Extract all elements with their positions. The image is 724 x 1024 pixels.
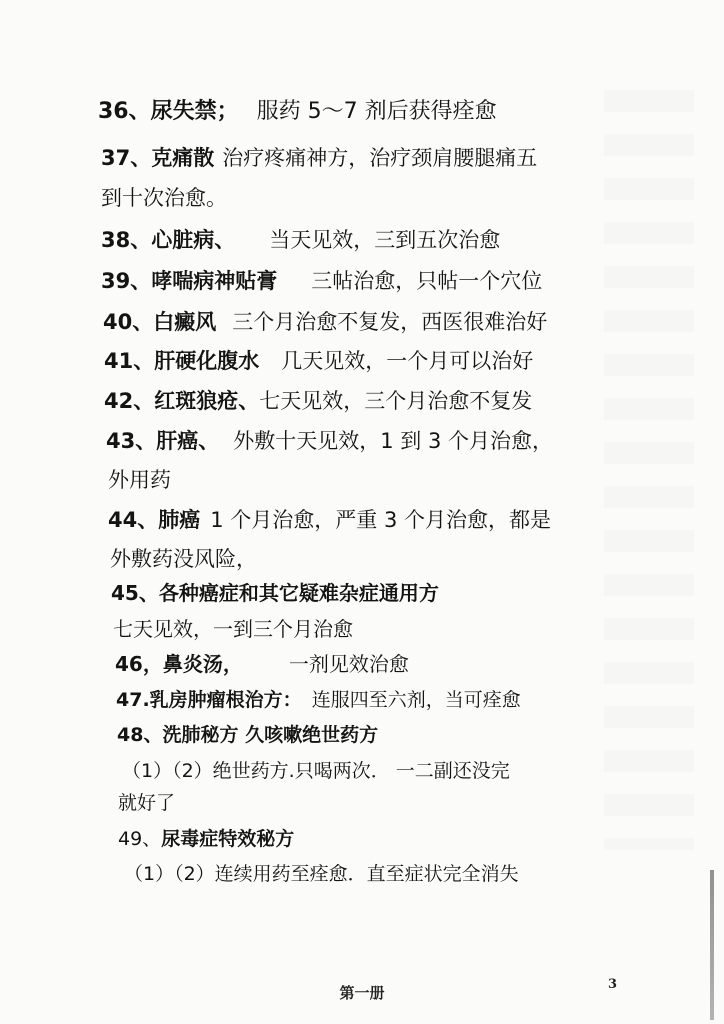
entry-title: 白癜风 (153, 310, 217, 334)
entry-37 (101, 145, 537, 171)
entry-text: 七天见效，一到三个月治愈 (113, 617, 353, 641)
entry-title: 洗肺秘方 久咳嗽绝世药方 (162, 724, 379, 746)
entry-49 (118, 826, 294, 852)
entry-43 (106, 428, 553, 454)
entry-number: 45、 (111, 581, 159, 605)
entry-title: 肝癌、 (156, 429, 220, 453)
entry-title: 乳房肿瘤根治方： (149, 689, 302, 711)
entry-48-remedy (122, 758, 510, 784)
entry-title: 红斑狼疮、 (154, 389, 260, 413)
entry-37-continuation (101, 185, 227, 211)
entry-text: 外用药 (108, 468, 171, 492)
entry-number: 36、 (98, 99, 151, 124)
entry-text: 当天见效，三到五次治愈 (269, 228, 501, 252)
entry-45-continuation (113, 616, 353, 642)
entry-40 (103, 309, 547, 335)
entry-number: 44、 (108, 508, 159, 532)
entry-45 (111, 580, 439, 606)
entry-title: 克痛散 (151, 146, 215, 170)
entry-number: 38、 (101, 228, 152, 252)
entry-text: 外敷药没风险， (110, 547, 257, 571)
entry-text: 治疗疼痛神方，治疗颈肩腰腿痛五 (222, 146, 538, 170)
entry-43-continuation (108, 467, 171, 493)
entry-number: 46， (115, 652, 163, 676)
entry-number: 39、 (101, 269, 152, 293)
entry-text: 到十次治愈。 (101, 186, 227, 210)
bleed-through-shadow (604, 90, 694, 850)
entry-text: （1）（2）绝世药方.只喝两次． 一二副还没完 (122, 760, 510, 782)
page-number: 3 (608, 977, 618, 992)
entry-48-continuation (118, 790, 175, 816)
entry-text: 一剂见效治愈 (288, 652, 409, 676)
entry-number: 48、 (117, 724, 163, 746)
entry-text: 三帖治愈，只帖一个穴位 (311, 269, 543, 293)
entry-number: 41、 (104, 349, 155, 373)
entry-38 (101, 227, 500, 253)
entry-number: 43、 (106, 429, 157, 453)
entry-text: 连服四至六剂，当可痊愈 (311, 689, 521, 711)
entry-number: 42、 (104, 389, 155, 413)
volume-label: 第一册 (339, 984, 385, 1002)
entry-text: 服药 5～7 剂后获得痊愈 (256, 99, 497, 124)
entry-title: 哮喘病神贴膏 (151, 269, 278, 293)
entry-36 (98, 99, 497, 125)
entry-title: 肝硬化腹水 (154, 349, 260, 373)
entry-number: 47. (116, 689, 150, 711)
entry-title: 尿失禁； (150, 99, 239, 124)
entry-text: 就好了 (118, 792, 176, 814)
entry-41 (104, 348, 533, 374)
entry-title: 尿毒症特效秘方 (161, 828, 295, 850)
entry-48 (117, 722, 378, 748)
entry-46 (115, 651, 409, 677)
entry-44 (108, 507, 551, 533)
entry-text: （1）（2）连续用药至痊愈．直至症状完全消失 (124, 863, 519, 885)
entry-42 (104, 388, 532, 414)
entry-title: 肺癌 (158, 508, 201, 532)
entry-number: 37、 (101, 146, 152, 170)
entry-text: 三个月治愈不复发，西医很难治好 (232, 310, 548, 334)
entry-title: 各种癌症和其它疑难杂症通用方 (158, 581, 439, 605)
entry-title: 心脏病、 (151, 228, 236, 252)
entry-title: 鼻炎汤， (162, 652, 243, 676)
entry-44-continuation (110, 546, 257, 572)
entry-text: 七天见效，三个月治愈不复发 (259, 389, 533, 413)
entry-number: 49、 (118, 828, 162, 850)
entry-39 (101, 268, 542, 294)
entry-49-remedy (124, 861, 519, 887)
entry-47 (116, 687, 521, 713)
entry-number: 40、 (103, 310, 154, 334)
entry-text: 1 个月治愈，严重 3 个月治愈，都是 (210, 508, 551, 532)
entry-text: 几天见效，一个月可以治好 (281, 349, 534, 373)
entry-text: 外敷十天见效，1 到 3 个月治愈， (233, 429, 553, 453)
